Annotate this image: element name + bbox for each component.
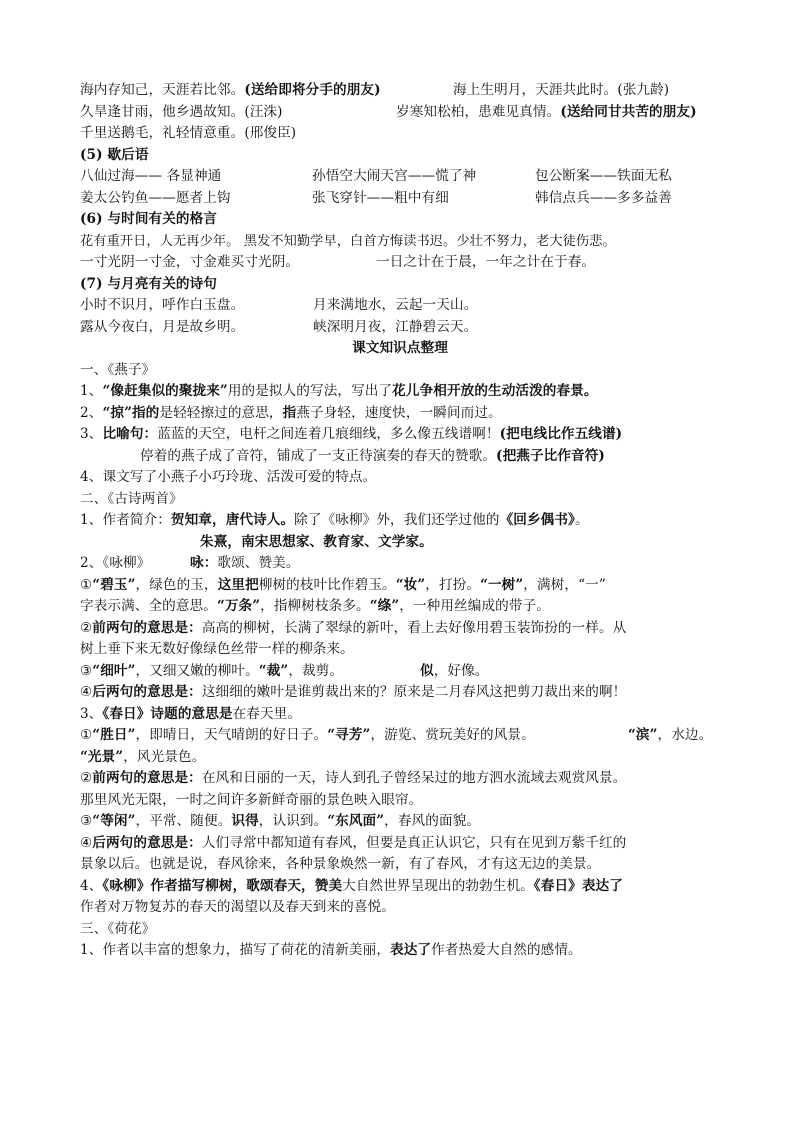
t: 歌颂、赞美。 <box>217 555 300 571</box>
t: ，游览、赏玩美好的风景。 <box>370 727 535 743</box>
t: “等闲” <box>92 813 136 829</box>
yanzi-title: 一、《燕子》 <box>80 361 156 378</box>
t: “妆” <box>395 576 426 593</box>
moon-poems-row-1 <box>80 295 720 317</box>
xiehouyu-item: 孙悟空大闹天宫——慌了神 <box>312 168 477 184</box>
t: ，即晴日，天气晴朗的好日子。 <box>135 727 328 743</box>
t: 《咏柳》作者描写柳树，歌颂春天，赞美 <box>102 877 343 894</box>
lotus-title: 三、《荷花》 <box>80 920 156 937</box>
xiehouyu-heading: (5) 歇后语 <box>80 146 149 163</box>
t: 这细细的嫩叶是谁剪裁出来的？原来是二月春风这把剪刀裁出来的啊！ <box>201 684 627 700</box>
t: ，好像。 <box>433 662 489 679</box>
t: “万条” <box>216 598 261 614</box>
t: ① <box>80 576 93 593</box>
t: 1、 <box>80 383 103 399</box>
friend-line-2 <box>80 102 720 124</box>
lotus-point-1 <box>80 940 720 962</box>
moon-poems-heading: (7) 与月亮有关的诗句 <box>80 275 218 292</box>
t: 停着的燕子成了音符，铺成了一支正待演奏的春天的赞歌。 <box>140 447 497 464</box>
t: ，一种用丝编成的带子。 <box>399 598 550 614</box>
t: ，平常、随便。 <box>135 813 232 829</box>
text: 千里送鹅毛，礼轻情意重。(邢俊臣) <box>80 125 297 141</box>
t: ，满树，“一” <box>523 576 606 593</box>
t: ① <box>80 727 93 743</box>
poem-line: 月来满地水，云起一天山。 <box>313 297 478 313</box>
chunri-note-4 <box>80 833 720 855</box>
t: 用的是拟人的写法，写出了 <box>227 383 393 399</box>
t: (把燕子比作音符) <box>496 447 605 464</box>
t: 大自然世界呈现出的勃勃生机。 <box>342 877 534 894</box>
yongliu-note-1 <box>80 575 720 597</box>
t: 花儿争相开放的生动活泼的春景。 <box>392 383 598 399</box>
xiehouyu-item: 八仙过海—— 各显神通 <box>80 168 222 184</box>
t: 后两句的意思是： <box>92 684 202 700</box>
yongliu-note-4 <box>80 682 720 704</box>
t: 在风和日丽的一天，诗人到孔子曾经呆过的地方泗水流域去观赏风景。 <box>201 770 627 786</box>
poem-line: 峡深明月夜，江静碧云天。 <box>313 318 478 335</box>
t: 2、 <box>80 404 103 421</box>
chunri-note-2-cont: 那里风光无限，一时之间许多新鲜奇丽的景色映入眼帘。 <box>80 791 423 808</box>
chunri-note-2 <box>80 768 720 790</box>
time-sayings-heading: (6) 与时间有关的格言 <box>80 211 218 227</box>
poems-point-2 <box>80 553 720 575</box>
xiehouyu-item: 韩信点兵——多多益善 <box>535 189 672 206</box>
t: (把电线比作五线谱) <box>499 426 623 442</box>
t: ④ <box>80 684 93 700</box>
t: ④ <box>80 834 93 851</box>
note: (送给同甘共苦的朋友) <box>560 103 697 120</box>
time-sayings-line-1: 花有重开日，人无再少年。 黑发不知勤学早，白首方悔读书迟。少壮不努力，老大徒伤悲。 <box>80 233 616 249</box>
t: 是轻轻擦过的意思， <box>159 404 283 421</box>
t: ，水边。 <box>657 727 713 743</box>
t: “胜日” <box>92 727 136 743</box>
xiehouyu-row-2 <box>80 188 720 210</box>
poems-point-1-cont: 朱熹，南宋思想家、教育家、文学家。 <box>200 533 433 550</box>
friend-line-1 <box>80 80 720 102</box>
t: 前两句的意思是： <box>92 770 202 786</box>
t: 前两句的意思是： <box>92 619 202 636</box>
t: 比喻句： <box>102 426 158 442</box>
document-page <box>80 80 720 962</box>
t: 4、 <box>80 877 103 894</box>
t: 3、 <box>80 426 103 442</box>
t: ，春风的面貌。 <box>384 813 481 829</box>
t: 人们寻常中都知道有春风，但要是真正认识它，只有在见到万紫千红的 <box>201 834 627 851</box>
poems-point-1 <box>80 510 720 532</box>
t: 咏： <box>190 555 218 571</box>
t: “掠”指的 <box>102 404 160 421</box>
xiehouyu-item: 姜太公钓鱼——愿者上钩 <box>80 189 231 206</box>
t: “寻芳” <box>327 727 371 743</box>
t: “碧玉” <box>92 576 136 593</box>
note: (送给即将分手的朋友) <box>244 82 381 98</box>
chunri-note-3 <box>80 811 720 833</box>
text: 一日之计在于晨，一年之计在于春。 <box>376 254 596 270</box>
t: “滨” <box>628 727 658 743</box>
t: 1、作者简介： <box>80 512 171 528</box>
yongliu-note-1-cont <box>80 596 720 618</box>
t: ③ <box>80 662 93 679</box>
t: ，裁剪。 <box>288 662 344 679</box>
t: 识得 <box>231 813 259 829</box>
xiehouyu-item: 包公断案——铁面无私 <box>535 168 672 184</box>
t: 3、 <box>80 705 103 722</box>
yongliu-note-2-cont: 树上垂下来无数好像绿色丝带一样的柳条来。 <box>80 641 354 657</box>
t: “裁” <box>258 662 289 679</box>
yongliu-note-3 <box>80 661 720 683</box>
text: 岁寒知松柏，患难见真情。 <box>396 103 561 120</box>
moon-poems-row-2 <box>80 317 720 339</box>
t: ② <box>80 770 93 786</box>
poems-point-4-cont: 作者对万物复苏的春天的渴望以及春天到来的喜悦。 <box>80 899 395 915</box>
t: 指 <box>282 404 297 421</box>
t: 《春日》表达了 <box>533 877 623 894</box>
t: 高高的柳树，长满了翠绿的新叶，看上去好像用碧玉装饰扮的一样。从 <box>201 619 627 636</box>
t: ，打扮。 <box>425 576 481 593</box>
t: 。 <box>574 512 589 528</box>
poem-line: 小时不识月，呼作白玉盘。 <box>80 297 245 313</box>
t: ，认识到。 <box>258 813 328 829</box>
t: 燕子身轻，速度快，一瞬间而过。 <box>296 404 502 421</box>
text: 海上生明月，天涯共此时。(张九龄) <box>453 82 670 98</box>
t: 柳树的枝叶比作碧玉。 <box>258 576 396 593</box>
yanzi-point-4: 4、课文写了小燕子小巧玲珑、活泼可爱的特点。 <box>80 469 377 485</box>
yongliu-note-2 <box>80 618 720 640</box>
t: 贺知章，唐代诗人。 <box>170 512 295 528</box>
chunri-note-1 <box>80 725 720 747</box>
yanzi-point-3 <box>80 424 720 446</box>
text: 海内存知己，天涯若比邻。 <box>80 82 245 98</box>
text: 一寸光阴一寸金，寸金难买寸光阴。 <box>80 254 300 270</box>
yanzi-point-3-cont <box>80 446 720 468</box>
t: ，绿色的玉， <box>135 576 218 593</box>
chunri-note-4-cont: 景象以后。也就是说，春风徐来，各种景象焕然一新，有了春风，才有这无边的美景。 <box>80 856 601 872</box>
t: 这里把 <box>217 576 259 593</box>
t: ② <box>80 619 93 636</box>
friend-line-3 <box>80 123 720 145</box>
section-title: 课文知识点整理 <box>352 340 448 356</box>
t: “绦” <box>369 598 400 614</box>
text: 久旱逢甘雨，他乡遇故知。(汪洙) <box>80 103 283 120</box>
poems-point-3 <box>80 704 720 726</box>
t: 在春天里。 <box>232 705 302 722</box>
t: 除了《咏柳》外，我们还学过他的 <box>294 512 500 528</box>
t: ，指柳树枝条多。 <box>260 598 370 614</box>
time-sayings-line-2 <box>80 252 720 274</box>
t: 作者热爱大自然的感情。 <box>431 942 582 958</box>
t: 2、《咏柳》 <box>80 555 151 571</box>
t: ，又细又嫩的柳叶。 <box>135 662 259 679</box>
poem-line: 露从今夜白，月是故乡明。 <box>80 318 245 335</box>
t: 似 <box>420 662 434 679</box>
yanzi-point-2 <box>80 403 720 425</box>
t: “东风面” <box>327 813 385 829</box>
poems-title: 二、《古诗两首》 <box>80 490 183 507</box>
chunri-note-1-cont <box>80 747 720 769</box>
t: “一树” <box>480 576 524 593</box>
text-group <box>396 102 697 124</box>
xiehouyu-row-1 <box>80 166 720 188</box>
t: 表达了 <box>390 942 432 958</box>
t: 蓝蓝的天空，电杆之间连着几痕细线，多么像五线谱啊！ <box>157 426 500 442</box>
yanzi-point-1 <box>80 381 720 403</box>
t: “细叶” <box>92 662 136 679</box>
poems-point-4 <box>80 876 720 898</box>
t: 字表示满、全的意思。 <box>80 598 217 614</box>
t: 1、作者以丰富的想象力，描写了荷花的清新美丽， <box>80 942 391 958</box>
t: “光景” <box>80 748 124 765</box>
t: “像赶集似的聚拢来” <box>102 383 228 399</box>
t: 《春日》诗题的意思是 <box>102 705 233 722</box>
t: 后两句的意思是： <box>92 834 202 851</box>
t: 《回乡偶书》 <box>499 512 575 528</box>
xiehouyu-item: 张飞穿针——粗中有细 <box>312 189 449 206</box>
t: ，风光景色。 <box>123 748 206 765</box>
t: ③ <box>80 813 93 829</box>
